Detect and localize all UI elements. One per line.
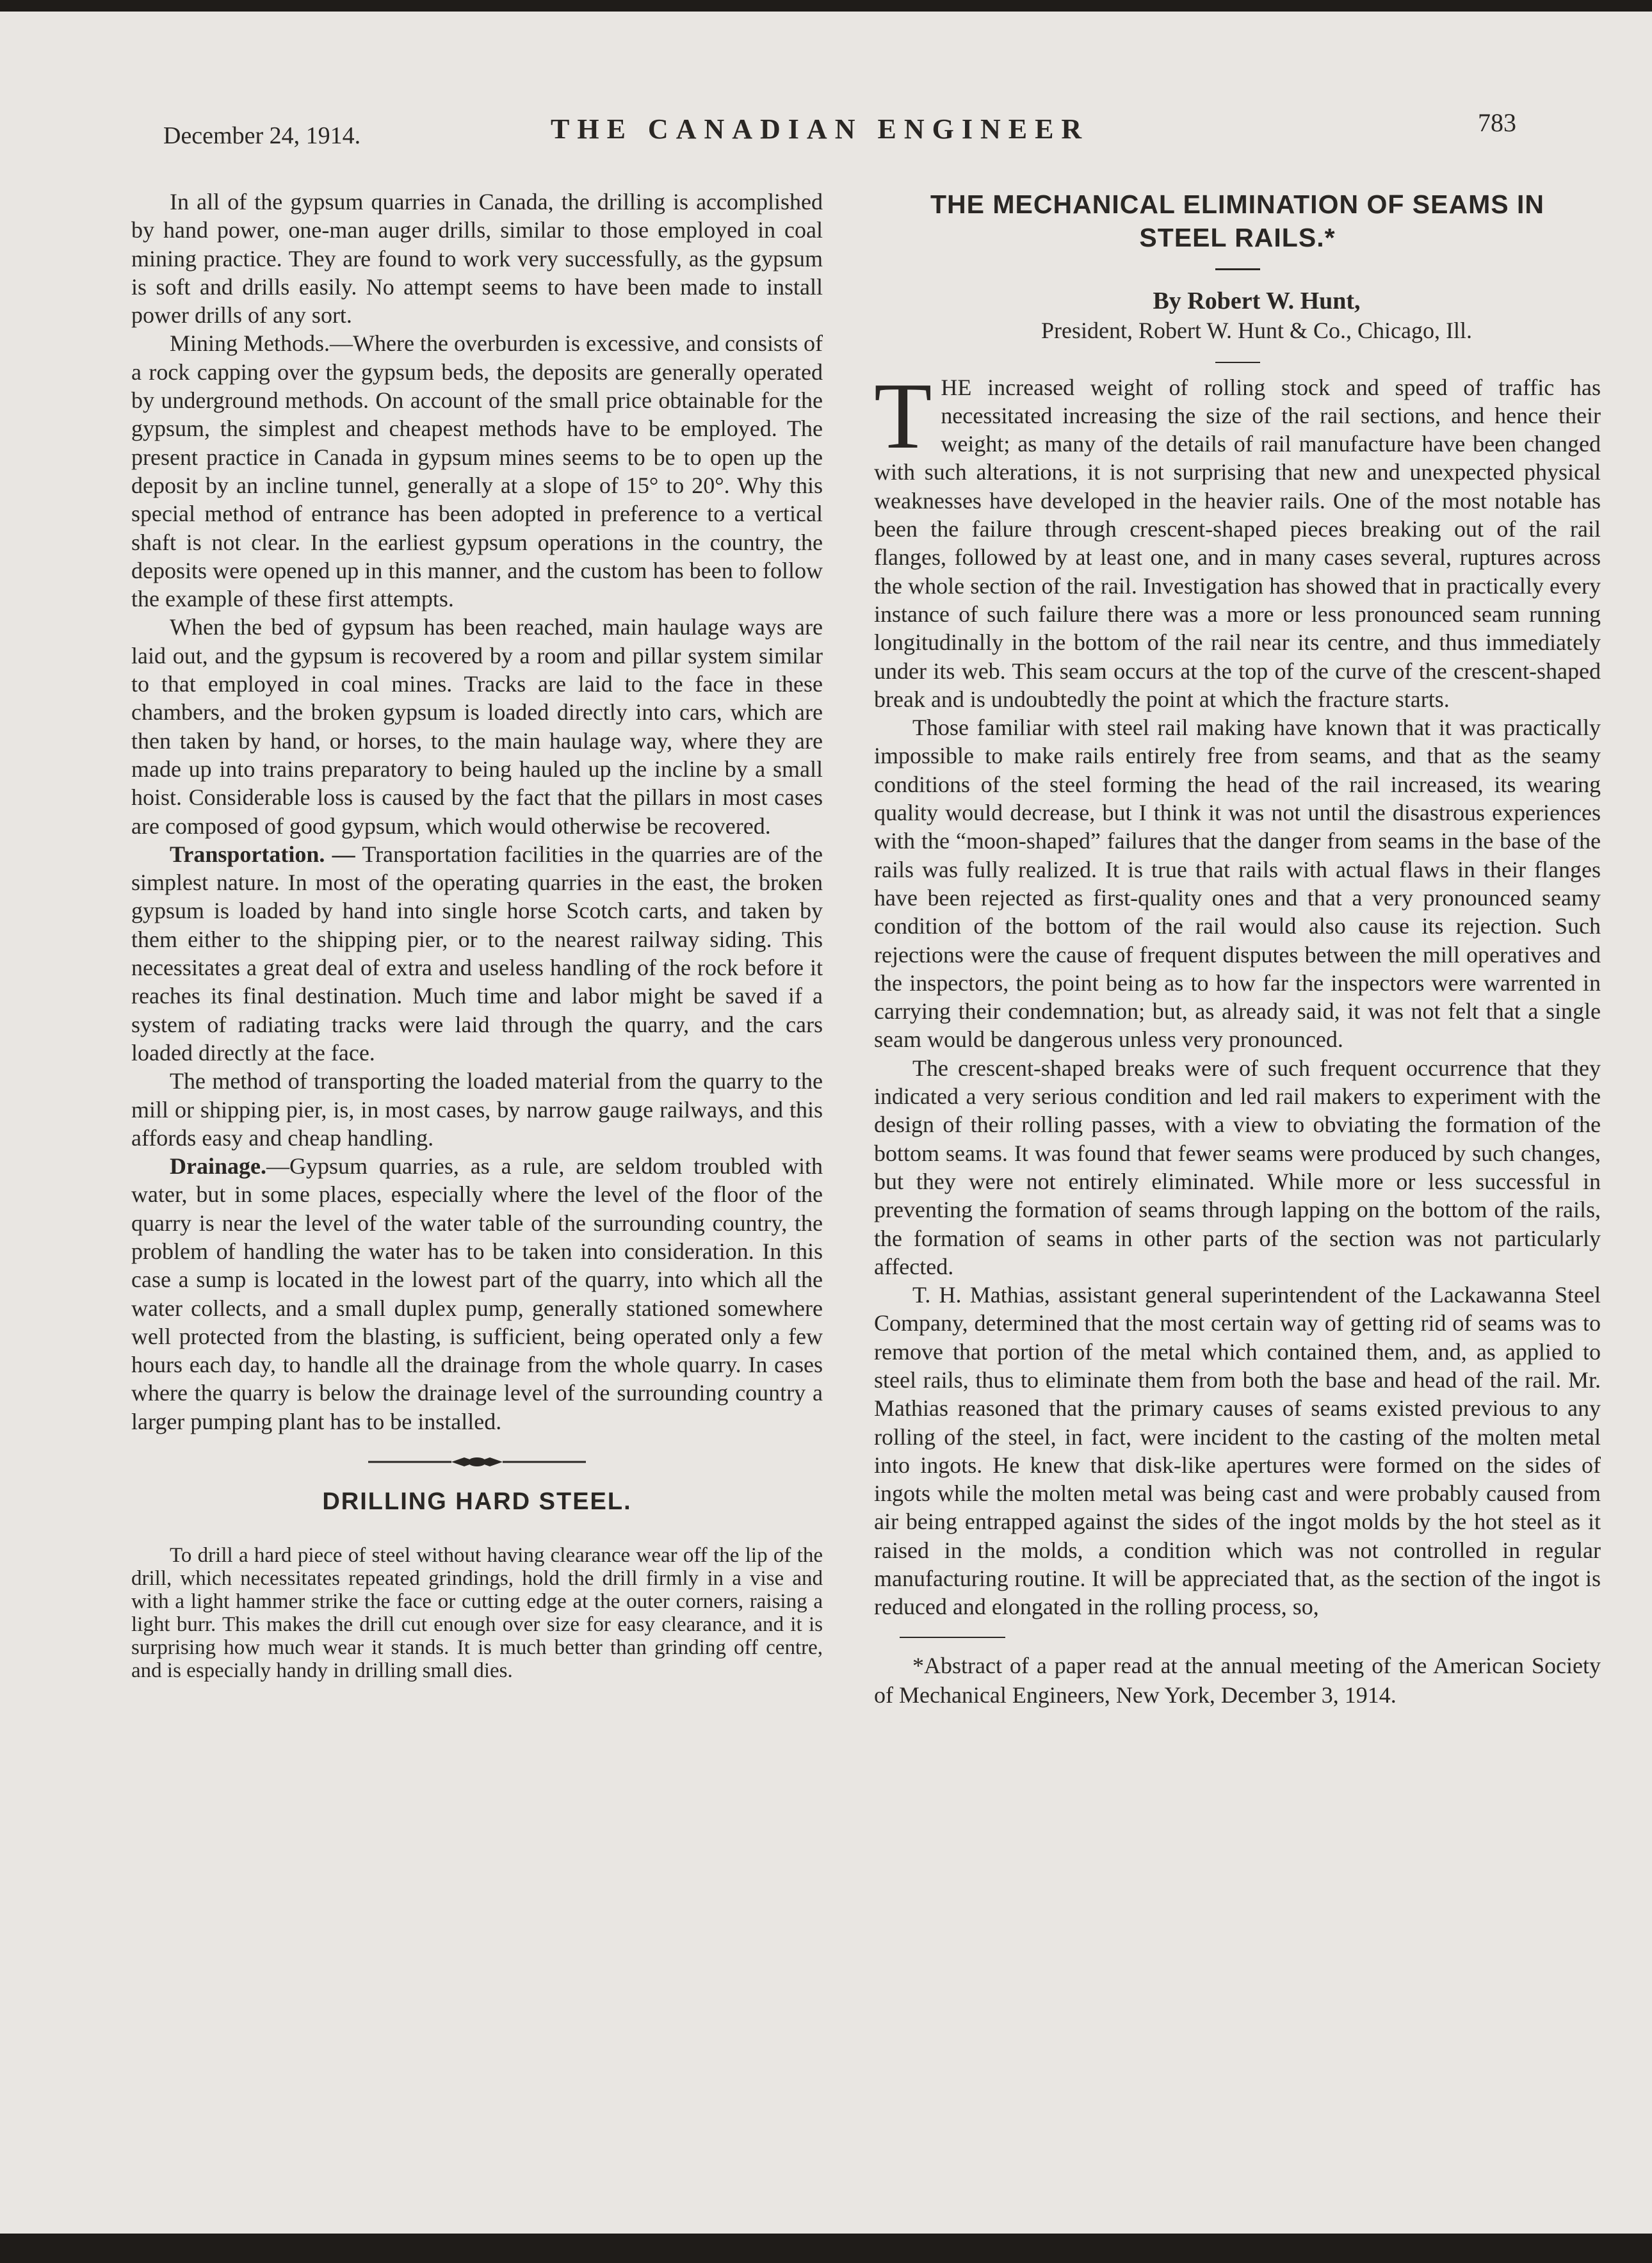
page <box>0 12 1652 2234</box>
section-title: DRILLING HARD STEEL. <box>322 1488 632 1516</box>
short-article <box>131 1544 823 1682</box>
left-column <box>131 188 823 1682</box>
author-affiliation: President, Robert W. Hunt & Co., Chicago, Ill. <box>1041 318 1472 344</box>
byline: By Robert W. Hunt, <box>1153 288 1361 314</box>
paragraph: To drill a hard piece of steel without having clearance wear off the lip of the drill, which necessitates repeated grindings, hold the drill firmly in a vise and with a light hammer strike the face or cutting edge at the outer corners, raising a light burr. This makes the drill cut enough over size for easy clearance, and it is surprising how much wear it stands. It is much better than grinding off centre, and is especially handy in drilling small dies. <box>131 1544 823 1683</box>
paragraph: T. H. Mathias, assistant general superintendent of the Lackawanna Steel Company, determined that the most certain way of getting rid of seams was to remove that portion of the metal which contained them, and, as applied to steel rails, thus to eliminate them from both the base and head of the rail. Mr. Mathias reasoned that the primary causes of seams existed previous to any rolling of the steel, in fact, were incident to the casting of the molten metal into ingots. He knew that disk-like apertures were formed on the sides of ingots while the molten metal was being cast and were probably caused from air being entrapped against the sides of the ingot molds by the hot steel as it raised in the molds, a condition which was not controlled in regular manufacturing routine. It will be appreciated that, as the section of the ingot is reduced and elongated in the rolling process, so, <box>874 1282 1601 1620</box>
footnote-rule <box>900 1637 1005 1638</box>
paragraph: When the bed of gypsum has been reached, main haulage ways are laid out, and the gypsum is recovered by a room and pillar system similar to that employed in coal mines. Tracks are laid to the face in these chambers, and the broken gypsum is loaded directly into cars, which are then taken by hand, or horses, to the main haulage way, where they are made up into trains preparatory to being hauled up the incline by a small hoist. Considerable loss is caused by the fact that the pillars in most cases are composed of good gypsum, which would otherwise be recovered. <box>131 614 823 839</box>
ornament-divider <box>368 1454 586 1470</box>
run-in-heading: Drainage. <box>170 1153 266 1180</box>
footnote <box>874 1651 1601 1710</box>
paragraph: In all of the gypsum quarries in Canada, the drilling is accomplished by hand power, one-man auger drills, similar to those employed in coal mining practice. They are found to work very successfully, as the gypsum is soft and drills easily. No attempt seems to have been made to install power drills of any sort. <box>131 189 823 328</box>
paragraph-text: —Gypsum quarries, as a rule, are seldom troubled with water, but in some places, especially where the level of the floor of the quarry is near the level of the water table of the surrounding country, the problem of handling the water has to be taken into consideration. In this case a sump is located in the lowest part of the quarry, into which all the water collects, and a small duplex pump, generally stationed somewhere well protected from the blasting, is sufficient, being operated only a few hours each day, to handle all the drainage from the whole quarry. In cases where the quarry is below the drainage level of the surrounding country a larger pumping plant has to be installed. <box>131 1153 823 1434</box>
title-rule <box>1215 268 1260 270</box>
article-title <box>874 188 1601 254</box>
paragraph: Those familiar with steel rail making have known that it was practically impossible to make rails entirely free from seams, and that as the seamy conditions of the steel forming the head of the rail increased, its wearing quality would decrease, but I think it was not until the disastrous experiences with the “moon-shaped” failures that the danger from seams in the base of the rails was fully realized. It is true that rails with actual flaws in their flanges have been rejected as first-quality ones and that a very pronounced seamy condition of the bottom of the rail would also cause its rejection. Such rejections were the cause of frequent disputes between the mill operatives and the inspectors, the point being as to how far the inspectors were warrented in carrying their condemnation; but, as already said, it was not felt that a single seam would be dangerous unless very pronounced. <box>874 715 1601 1053</box>
drop-cap: T <box>874 363 932 469</box>
journal-title: THE CANADIAN ENGINEER <box>551 113 1090 145</box>
issue-date: December 24, 1914. <box>163 122 361 149</box>
title-line: STEEL RAILS.* <box>1139 223 1336 252</box>
page-number: 783 <box>1478 108 1516 137</box>
paragraph <box>131 840 823 1067</box>
title-line: THE MECHANICAL ELIMINATION OF SEAMS IN <box>930 190 1544 219</box>
paragraph <box>874 363 1601 714</box>
paragraph: The crescent-shaped breaks were of such frequent occurrence that they indicated a very serious condition and led rail makers to experiment with the design of their rolling passes, with a view to obviating the formation of the bottom seams. It was found that fewer seams were produced by such changes, but they were not entirely eliminated. While more or less successful in preventing the formation of seams through lapping on the bottom of the rails, the formation of seams in other parts of the section was not particularly affected. <box>874 1055 1601 1279</box>
paragraph-text: HE increased weight of rolling stock and speed of traffic has necessitated increasing the size of the rail sections, and hence their weight; as many of the details of rail manufacture have been changed with such alterations, it is not surprising that new and unexpected physical weaknesses have developed in the heavier rails. One of the most notable has been the failure through crescent-shaped pieces breaking out of the rail flanges, followed by at least one, and in many cases several, ruptures across the whole section of the rail. Investigation has showed that in practically every instance of such failure there was a more or less pronounced seam running longitudinally in the bottom of the rail near its centre, and thus immediately under its web. This seam occurs at the top of the curve of the crescent-shaped break and is undoubtedly the point at which the fracture starts. <box>874 374 1601 712</box>
running-header <box>0 108 1652 159</box>
paragraph <box>131 1152 823 1436</box>
paragraph: The method of transporting the loaded material from the quarry to the mill or shipping pier, is, in most cases, by narrow gauge railways, and this affords easy and cheap handling. <box>131 1068 823 1151</box>
right-column <box>874 188 1601 1710</box>
run-in-heading: Transportation. — <box>170 841 355 867</box>
paragraph: Mining Methods.—Where the overburden is excessive, and consists of a rock capping over the gypsum beds, the deposits are generally operated by underground methods. On account of the small price obtainable for the gypsum, the simplest and cheapest methods have to be employed. The present practice in Canada in gypsum mines seems to be to open up the deposit by an incline tunnel, generally at a slope of 15° to 20°. Why this special method of entrance has been adopted in preference to a vertical shaft is not clear. In the earliest gypsum operations in the country, the deposits were opened up in this manner, and the custom has been to follow the example of these first attempts. <box>131 330 823 612</box>
footnote-text: *Abstract of a paper read at the annual meeting of the American Society of Mechanical Engineers, New York, December 3, 1914. <box>874 1652 1601 1708</box>
paragraph-text: Transportation facilities in the quarries are of the simplest nature. In most of the operating quarries in the east, the broken gypsum is loaded by hand into single horse Scotch carts, and taken by them either to the shipping pier, or to the nearest railway siding. This necessitates a great deal of extra and useless handling of the rock before it reaches its final destination. Much time and labor might be saved if a system of radiating tracks were laid through the quarry, and the cars loaded directly at the face. <box>131 841 823 1066</box>
byline-rule <box>1215 362 1260 363</box>
